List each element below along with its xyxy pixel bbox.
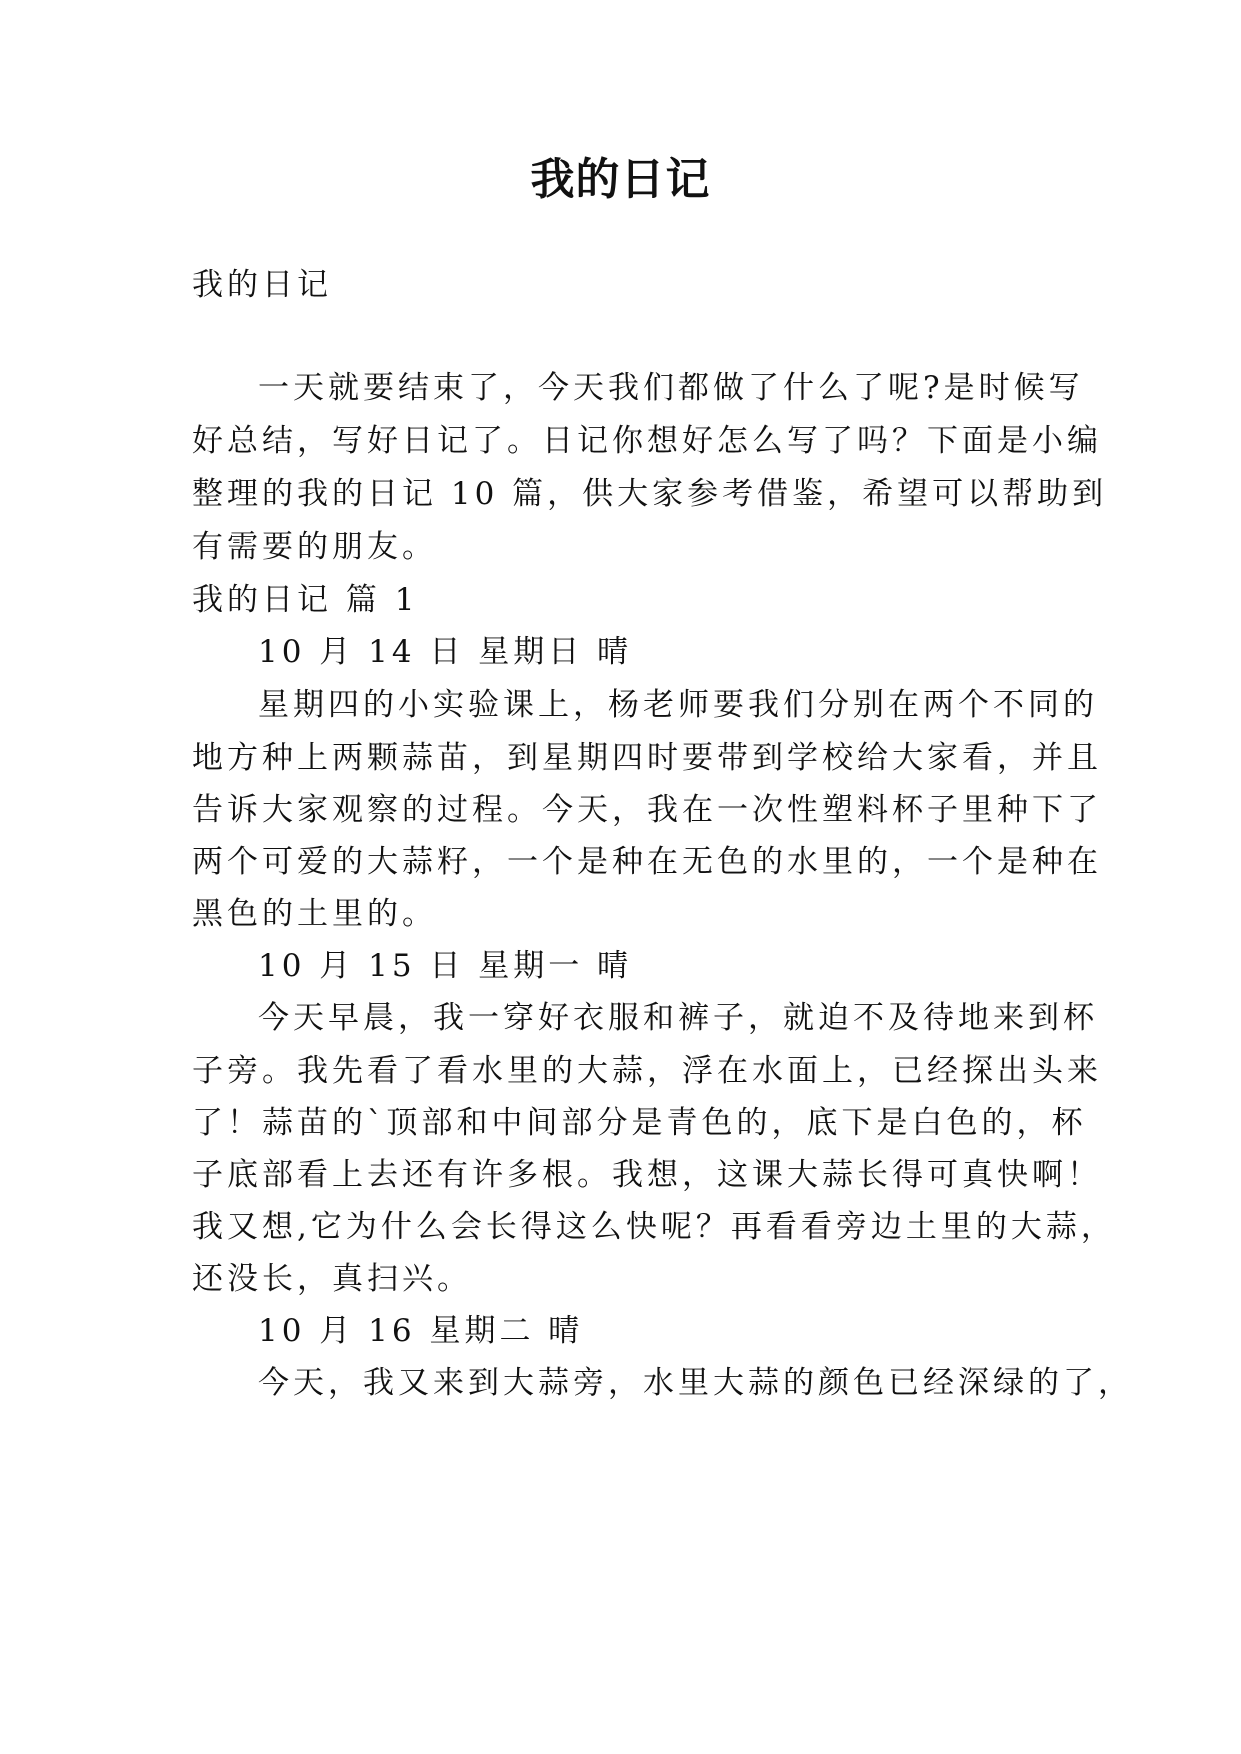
- entry-date: 10 月 15 日 星期一 晴: [258, 948, 633, 984]
- document-subtitle: 我的日记: [192, 267, 332, 303]
- entry-line: 星期四的小实验课上，杨老师要我们分别在两个不同的: [258, 687, 1098, 723]
- entry-line: 告诉大家观察的过程。今天，我在一次性塑料杯子里种下了: [192, 792, 1102, 828]
- intro-line: 一天就要结束了，今天我们都做了什么了呢?是时候写: [258, 370, 1084, 406]
- intro-line: 好总结，写好日记了。日记你想好怎么写了吗？下面是小编: [192, 423, 1102, 459]
- entry-line: 地方种上两颗蒜苗，到星期四时要带到学校给大家看，并且: [192, 740, 1102, 776]
- entry-line: 今天，我又来到大蒜旁，水里大蒜的颜色已经深绿的了，: [258, 1365, 1133, 1401]
- entry-date: 10 月 14 日 星期日 晴: [258, 634, 633, 670]
- entry-line: 今天早晨，我一穿好衣服和裤子，就迫不及待地来到杯: [258, 1000, 1098, 1036]
- entry-line: 子旁。我先看了看水里的大蒜，浮在水面上，已经探出头来: [192, 1053, 1102, 1089]
- entry-line: 子底部看上去还有许多根。我想，这课大蒜长得可真快啊！: [192, 1157, 1102, 1193]
- section-heading: 我的日记 篇 1: [192, 582, 419, 618]
- entry-line: 黑色的土里的。: [192, 896, 437, 932]
- document-title: 我的日记: [530, 154, 711, 205]
- intro-line: 有需要的朋友。: [192, 529, 437, 565]
- entry-line: 还没长，真扫兴。: [192, 1261, 472, 1297]
- entry-line: 两个可爱的大蒜籽，一个是种在无色的水里的，一个是种在: [192, 844, 1102, 880]
- entry-date: 10 月 16 星期二 晴: [258, 1313, 584, 1349]
- entry-line: 了！蒜苗的`顶部和中间部分是青色的，底下是白色的，杯: [192, 1105, 1087, 1141]
- intro-line: 整理的我的日记 10 篇，供大家参考借鉴，希望可以帮助到: [192, 476, 1108, 512]
- entry-line: 我又想,它为什么会长得这么快呢？再看看旁边土里的大蒜，: [192, 1209, 1116, 1245]
